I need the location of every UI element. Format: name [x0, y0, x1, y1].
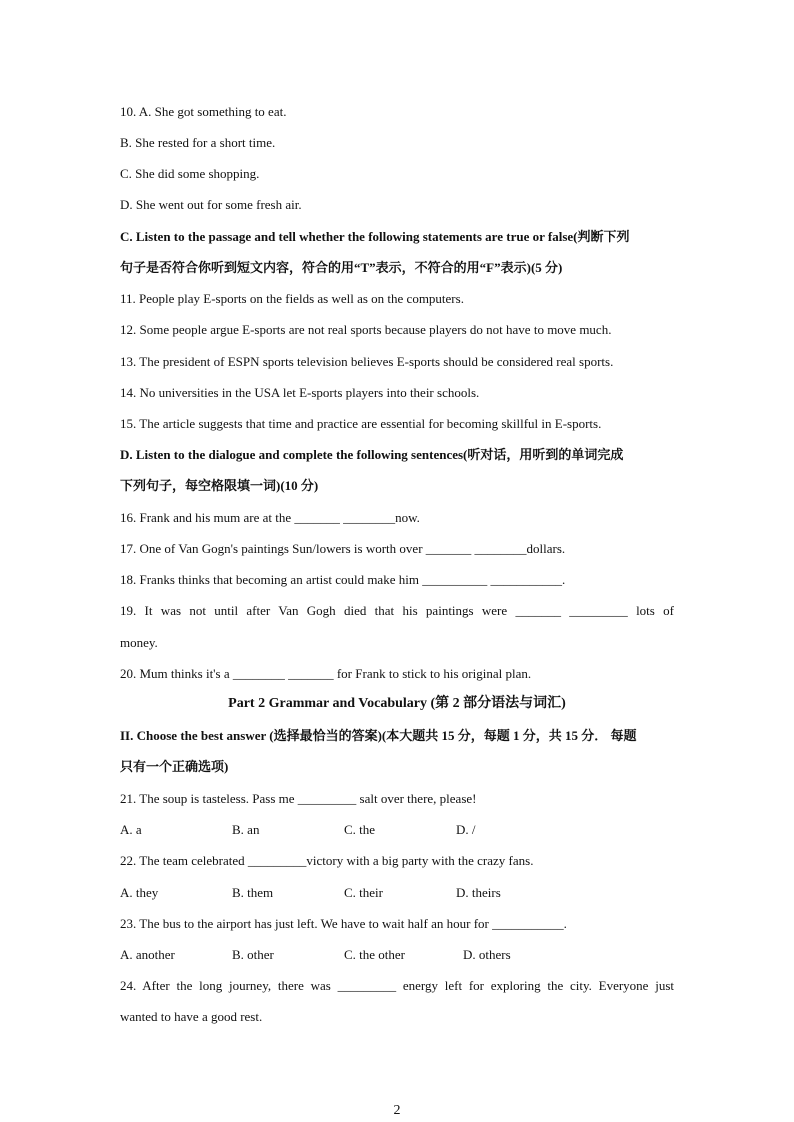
question-23: 23. The bus to the airport has just left. We have to wait half an hour for ___________. [120, 916, 567, 931]
section-d-heading-line1: D. Listen to the dialogue and complete the following sentences(听对话，用听到的单词完成 [120, 447, 624, 462]
page-number: 2 [393, 1103, 401, 1118]
q22-option-b: B. them [232, 885, 274, 900]
question-14: 14. No universities in the USA let E-sports players into their schools. [120, 385, 480, 400]
section-c-heading-line2: 句子是否符合你听到短文内容，符合的用“T”表示，不符合的用“F”表示)(5 分) [120, 260, 563, 275]
q23-option-d: D. others [463, 947, 511, 962]
q21-option-a: A. a [120, 822, 142, 837]
q10-option-b: B. She rested for a short time. [120, 135, 276, 150]
q10-option-c: C. She did some shopping. [120, 166, 260, 181]
section-d-heading-line2: 下列句子，每空格限填一词)(10 分) [120, 478, 319, 493]
part2-instructions-line1: II. Choose the best answer (选择最恰当的答案)(本大题共 15 分，每题 1 分，共 15 分． 每题 [120, 728, 637, 743]
question-24-line1: 24. After the long journey, there was _________ energy left for exploring the city. Everyone just [120, 978, 674, 993]
question-19-line2: money. [120, 635, 158, 650]
question-19-line1: 19. It was not until after Van Gogh died that his paintings were _______ _________ lots of [120, 603, 674, 618]
section-c-heading-line1: C. Listen to the passage and tell whether the following statements are true or false(判断下列 [120, 229, 630, 244]
question-15: 15. The article suggests that time and practice are essential for becoming skillful in E-sports. [120, 416, 602, 431]
part2-title: Part 2 Grammar and Vocabulary (第 2 部分语法与词汇) [228, 696, 566, 711]
q21-option-c: C. the [344, 822, 376, 837]
question-17: 17. One of Van Gogn's paintings Sun/lowers is worth over _______ ________dollars. [120, 541, 566, 556]
question-21: 21. The soup is tasteless. Pass me _________ salt over there, please! [120, 791, 477, 806]
question-16: 16. Frank and his mum are at the _______ ________now. [120, 510, 420, 525]
q23-option-c: C. the other [344, 947, 406, 962]
q22-option-d: D. theirs [456, 885, 501, 900]
question-13: 13. The president of ESPN sports television believes E-sports should be considered real sports. [120, 354, 614, 369]
question-20: 20. Mum thinks it's a ________ _______ for Frank to stick to his original plan. [120, 666, 532, 681]
q22-option-a: A. they [120, 885, 159, 900]
q23-option-b: B. other [232, 947, 274, 962]
question-18: 18. Franks thinks that becoming an artist could make him __________ ___________. [120, 572, 566, 587]
q10-option-d: D. She went out for some fresh air. [120, 197, 302, 212]
question-11: 11. People play E-sports on the fields as well as on the computers. [120, 291, 464, 306]
q23-option-a: A. another [120, 947, 175, 962]
q21-option-d: D. / [456, 822, 476, 837]
question-22: 22. The team celebrated _________victory with a big party with the crazy fans. [120, 853, 534, 868]
part2-instructions-line2: 只有一个正确选项) [120, 759, 229, 774]
q10-option-a: 10. A. She got something to eat. [120, 104, 287, 119]
q21-option-b: B. an [232, 822, 260, 837]
q22-option-c: C. their [344, 885, 383, 900]
question-12: 12. Some people argue E-sports are not real sports because players do not have to move much. [120, 322, 612, 337]
question-24-line2: wanted to have a good rest. [120, 1009, 263, 1024]
